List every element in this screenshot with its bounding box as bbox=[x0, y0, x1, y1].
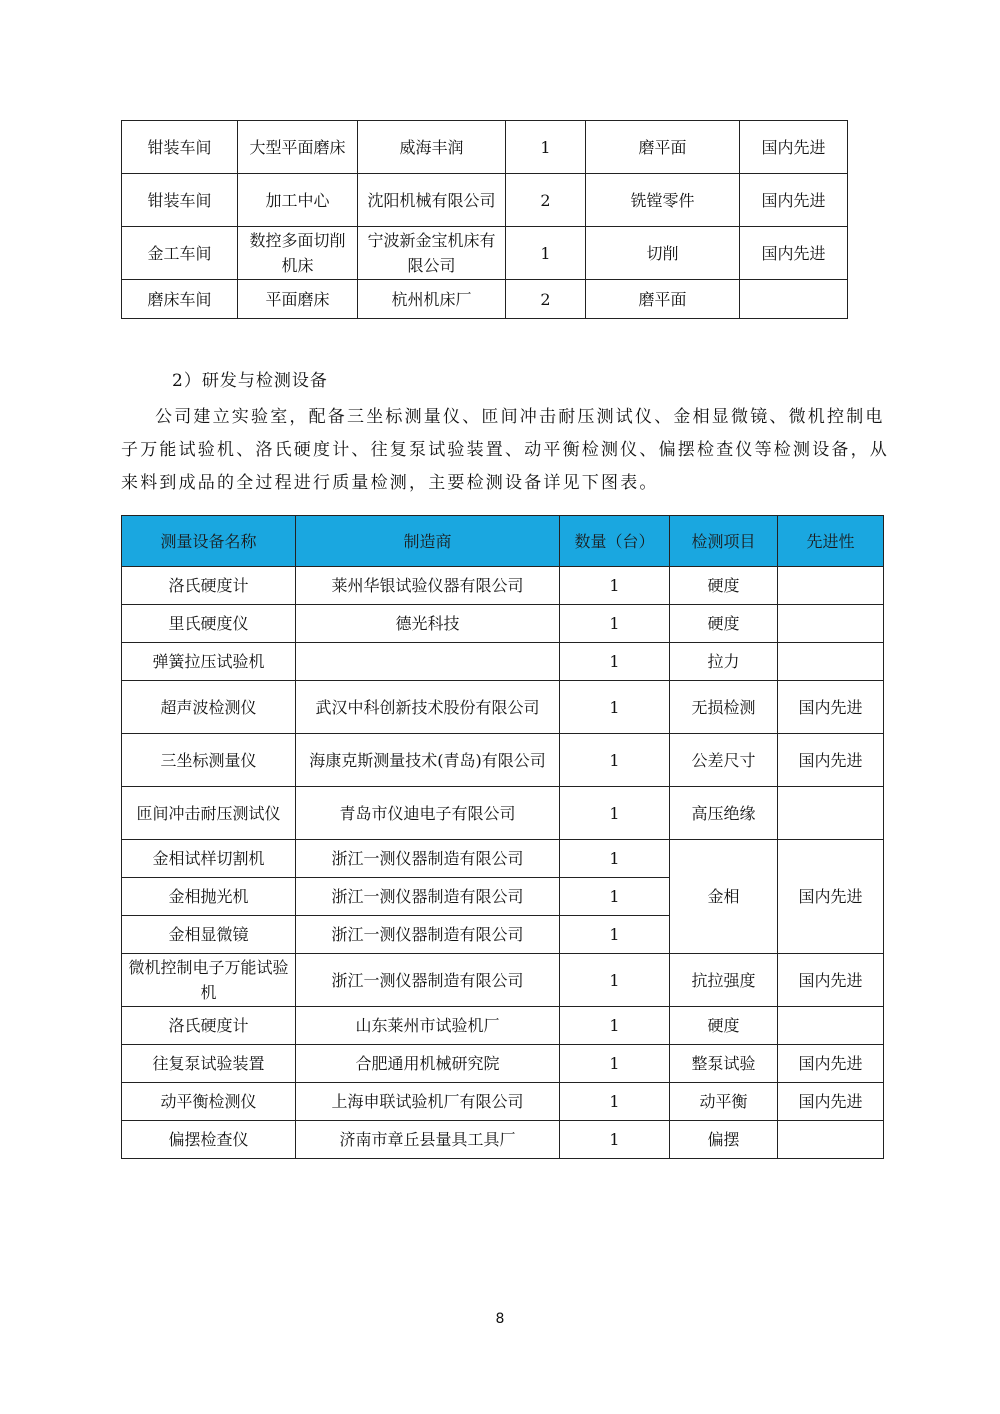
table-cell: 1 bbox=[560, 734, 670, 787]
table-cell: 威海丰润 bbox=[358, 121, 506, 174]
table-cell: 国内先进 bbox=[740, 174, 848, 227]
table-row bbox=[122, 1083, 884, 1121]
table-cell: 国内先进 bbox=[778, 734, 884, 787]
table-cell bbox=[778, 1007, 884, 1045]
table-cell: 高压绝缘 bbox=[670, 787, 778, 840]
table-cell: 金工车间 bbox=[122, 227, 238, 280]
table-row bbox=[122, 227, 848, 280]
paragraph-text: 公司建立实验室，配备三坐标测量仪、匝间冲击耐压测试仪、金相显微镜、微机控制电子万能试验机、洛氏硬度计、往复泵试验装置、动平衡检测仪、偏摆检查仪等检测设备，从来料到成品的全过程进行质量检测，主要检测设备详见下图表。 bbox=[121, 407, 889, 493]
table-cell: 国内先进 bbox=[778, 954, 884, 1007]
table-cell: 国内先进 bbox=[778, 1045, 884, 1083]
column-header: 测量设备名称 bbox=[122, 516, 296, 567]
table-header-row bbox=[122, 516, 884, 567]
table-cell: 动平衡 bbox=[670, 1083, 778, 1121]
section-heading: 2）研发与检测设备 bbox=[172, 371, 328, 391]
table-cell: 浙江一测仪器制造有限公司 bbox=[296, 916, 560, 954]
table-cell bbox=[778, 787, 884, 840]
table-cell: 杭州机床厂 bbox=[358, 280, 506, 319]
page-number: 8 bbox=[495, 1311, 505, 1327]
table-cell: 无损检测 bbox=[670, 681, 778, 734]
table-cell: 1 bbox=[560, 643, 670, 681]
table-cell: 切削 bbox=[586, 227, 740, 280]
column-header: 制造商 bbox=[296, 516, 560, 567]
table-cell: 2 bbox=[506, 174, 586, 227]
table-cell: 金相显微镜 bbox=[122, 916, 296, 954]
table-cell: 2 bbox=[506, 280, 586, 319]
table-cell: 1 bbox=[560, 916, 670, 954]
table-cell: 金相试样切割机 bbox=[122, 840, 296, 878]
testing-equipment-table bbox=[121, 515, 884, 1159]
table-cell: 磨平面 bbox=[586, 121, 740, 174]
table-cell: 1 bbox=[560, 878, 670, 916]
table-cell: 加工中心 bbox=[238, 174, 358, 227]
table-cell: 数控多面切削机床 bbox=[238, 227, 358, 280]
table-cell: 微机控制电子万能试验机 bbox=[122, 954, 296, 1007]
table-cell: 三坐标测量仪 bbox=[122, 734, 296, 787]
table-cell: 往复泵试验装置 bbox=[122, 1045, 296, 1083]
table-cell: 浙江一测仪器制造有限公司 bbox=[296, 954, 560, 1007]
table-cell bbox=[778, 1121, 884, 1159]
table-cell: 1 bbox=[560, 605, 670, 643]
column-header: 检测项目 bbox=[670, 516, 778, 567]
table-cell: 国内先进 bbox=[740, 227, 848, 280]
table-cell: 1 bbox=[560, 567, 670, 605]
table-cell: 超声波检测仪 bbox=[122, 681, 296, 734]
table-cell: 1 bbox=[560, 954, 670, 1007]
section-paragraph bbox=[121, 401, 895, 500]
table-cell: 1 bbox=[560, 1083, 670, 1121]
table-cell: 大型平面磨床 bbox=[238, 121, 358, 174]
table-cell: 1 bbox=[506, 121, 586, 174]
table-cell: 匝间冲击耐压测试仪 bbox=[122, 787, 296, 840]
table-row bbox=[122, 280, 848, 319]
table-cell: 海康克斯测量技术(青岛)有限公司 bbox=[296, 734, 560, 787]
table-cell: 硬度 bbox=[670, 1007, 778, 1045]
table-cell: 1 bbox=[560, 1007, 670, 1045]
table-row bbox=[122, 121, 848, 174]
table-cell: 公差尺寸 bbox=[670, 734, 778, 787]
table-cell: 硬度 bbox=[670, 567, 778, 605]
table-cell: 国内先进 bbox=[778, 1083, 884, 1121]
table-cell: 1 bbox=[560, 681, 670, 734]
table-cell: 洛氏硬度计 bbox=[122, 567, 296, 605]
table-cell: 莱州华银试验仪器有限公司 bbox=[296, 567, 560, 605]
table-cell: 国内先进 bbox=[778, 681, 884, 734]
table-row bbox=[122, 1007, 884, 1045]
table-cell: 1 bbox=[560, 1121, 670, 1159]
table-row bbox=[122, 787, 884, 840]
table-cell: 拉力 bbox=[670, 643, 778, 681]
table-row bbox=[122, 734, 884, 787]
table-cell: 偏摆检查仪 bbox=[122, 1121, 296, 1159]
table-cell: 上海申联试验机厂有限公司 bbox=[296, 1083, 560, 1121]
table-cell: 铣镗零件 bbox=[586, 174, 740, 227]
table-cell: 1 bbox=[560, 840, 670, 878]
table-cell: 浙江一测仪器制造有限公司 bbox=[296, 840, 560, 878]
table-cell: 1 bbox=[560, 1045, 670, 1083]
table-cell bbox=[778, 605, 884, 643]
table-row bbox=[122, 954, 884, 1007]
table-cell bbox=[778, 643, 884, 681]
table-row bbox=[122, 1045, 884, 1083]
table-cell: 德光科技 bbox=[296, 605, 560, 643]
table-cell: 青岛市仪迪电子有限公司 bbox=[296, 787, 560, 840]
table-cell: 金相抛光机 bbox=[122, 878, 296, 916]
table-row bbox=[122, 681, 884, 734]
equipment-table bbox=[121, 120, 848, 319]
table-cell: 偏摆 bbox=[670, 1121, 778, 1159]
table-cell: 动平衡检测仪 bbox=[122, 1083, 296, 1121]
table-cell: 武汉中科创新技术股份有限公司 bbox=[296, 681, 560, 734]
table-cell: 弹簧拉压试验机 bbox=[122, 643, 296, 681]
table-cell: 里氏硬度仪 bbox=[122, 605, 296, 643]
table-row bbox=[122, 643, 884, 681]
table-cell bbox=[778, 567, 884, 605]
table-cell: 整泵试验 bbox=[670, 1045, 778, 1083]
table-cell: 抗拉强度 bbox=[670, 954, 778, 1007]
table-cell: 钳装车间 bbox=[122, 174, 238, 227]
table-cell: 沈阳机械有限公司 bbox=[358, 174, 506, 227]
column-header: 先进性 bbox=[778, 516, 884, 567]
table-cell: 磨床车间 bbox=[122, 280, 238, 319]
table-cell: 平面磨床 bbox=[238, 280, 358, 319]
table-cell bbox=[296, 643, 560, 681]
table-cell: 国内先进 bbox=[740, 121, 848, 174]
table-row bbox=[122, 840, 884, 878]
table-row bbox=[122, 567, 884, 605]
table-row bbox=[122, 1121, 884, 1159]
table-cell: 合肥通用机械研究院 bbox=[296, 1045, 560, 1083]
table-cell: 宁波新金宝机床有限公司 bbox=[358, 227, 506, 280]
table-cell: 1 bbox=[506, 227, 586, 280]
table-cell bbox=[740, 280, 848, 319]
table-cell: 济南市章丘县量具工具厂 bbox=[296, 1121, 560, 1159]
table-cell: 硬度 bbox=[670, 605, 778, 643]
table-cell: 浙江一测仪器制造有限公司 bbox=[296, 878, 560, 916]
table-cell: 钳装车间 bbox=[122, 121, 238, 174]
table-cell: 1 bbox=[560, 787, 670, 840]
table-cell: 磨平面 bbox=[586, 280, 740, 319]
table-cell: 金相 bbox=[670, 840, 778, 954]
column-header: 数量（台） bbox=[560, 516, 670, 567]
table-row bbox=[122, 174, 848, 227]
table-cell: 国内先进 bbox=[778, 840, 884, 954]
table-cell: 洛氏硬度计 bbox=[122, 1007, 296, 1045]
table-cell: 山东莱州市试验机厂 bbox=[296, 1007, 560, 1045]
table-row bbox=[122, 605, 884, 643]
